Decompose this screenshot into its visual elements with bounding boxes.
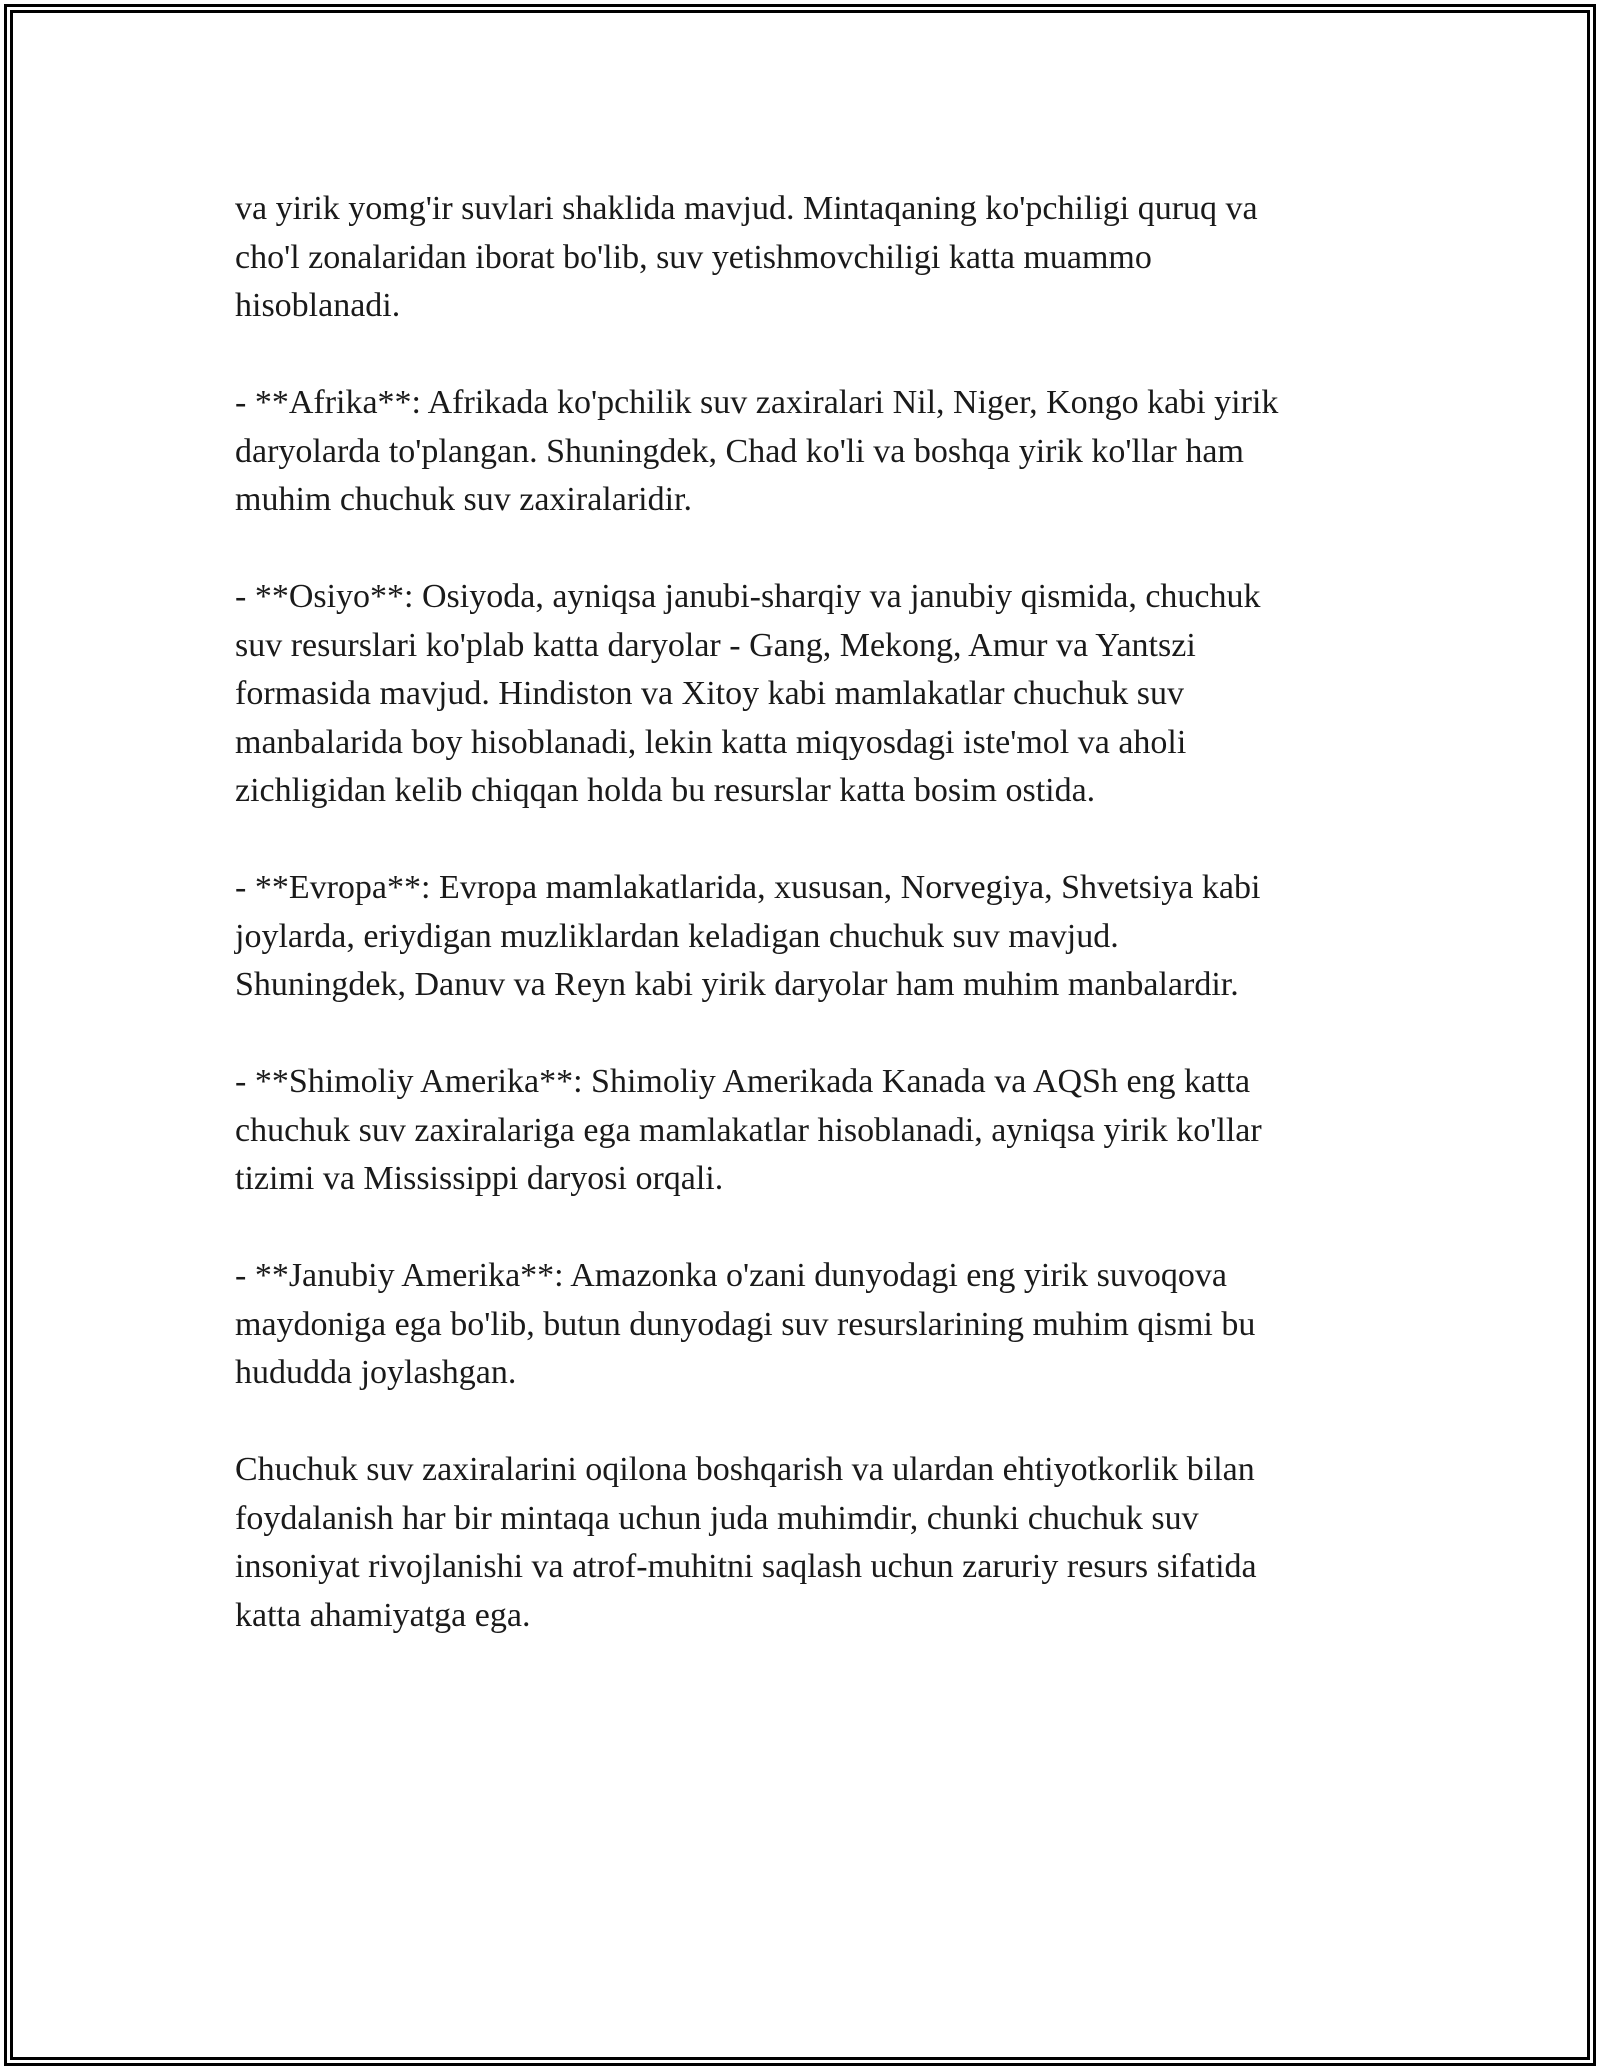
paragraph-asia: - **Osiyo**: Osiyoda, ayniqsa janubi-sharqiy va janubiy qismida, chuchuk suv resurslari ko'plab katta daryolar - Gang, Mekong, Amur va Yantszi formasida mavjud. Hindiston va Xitoy kabi mamlakatlar chuchuk suv manbalarida boy hisoblanadi, lekin katta miqyosdagi iste'mol va aholi zichligidan kelib chiqqan holda bu resurslar katta bosim ostida. [235, 578, 1261, 809]
paragraph-conclusion: Chuchuk suv zaxiralarini oqilona boshqarish va ulardan ehtiyotkorlik bilan foydalanish har bir mintaqa uchun juda muhimdir, chunki chuchuk suv insoniyat rivojlanishi va atrof-muhitni saqlash uchun zaruriy resurs sifatida katta ahamiyatga ega. [235, 1451, 1257, 1634]
paragraph-south-america: - **Janubiy Amerika**: Amazonka o'zani dunyodagi eng yirik suvoqova maydoniga ega bo'lib, butun dunyodagi suv resurslarining muhim qismi bu hududda joylashgan. [235, 1257, 1256, 1391]
document-body [235, 185, 1385, 1689]
paragraph-africa: - **Afrika**: Afrikada ko'pchilik suv zaxiralari Nil, Niger, Kongo kabi yirik daryolarda to'plangan. Shuningdek, Chad ko'li va boshqa yirik ko'llar ham muhim chuchuk suv zaxiralaridir. [235, 384, 1279, 518]
paragraph-intro-continuation: va yirik yomg'ir suvlari shaklida mavjud. Mintaqaning ko'pchiligi quruq va cho'l zonalaridan iborat bo'lib, suv yetishmovchiligi katta muammo hisoblanadi. [235, 190, 1258, 324]
paragraph-north-america: - **Shimoliy Amerika**: Shimoliy Amerikada Kanada va AQSh eng katta chuchuk suv zaxiralariga ega mamlakatlar hisoblanadi, ayniqsa yirik ko'llar tizimi va Mississippi daryosi orqali. [235, 1063, 1262, 1197]
paragraph-europe: - **Evropa**: Evropa mamlakatlarida, xususan, Norvegiya, Shvetsiya kabi joylarda, eriydigan muzliklardan keladigan chuchuk suv mavjud. Shuningdek, Danuv va Reyn kabi yirik daryolar ham muhim manbalardir. [235, 869, 1261, 1003]
